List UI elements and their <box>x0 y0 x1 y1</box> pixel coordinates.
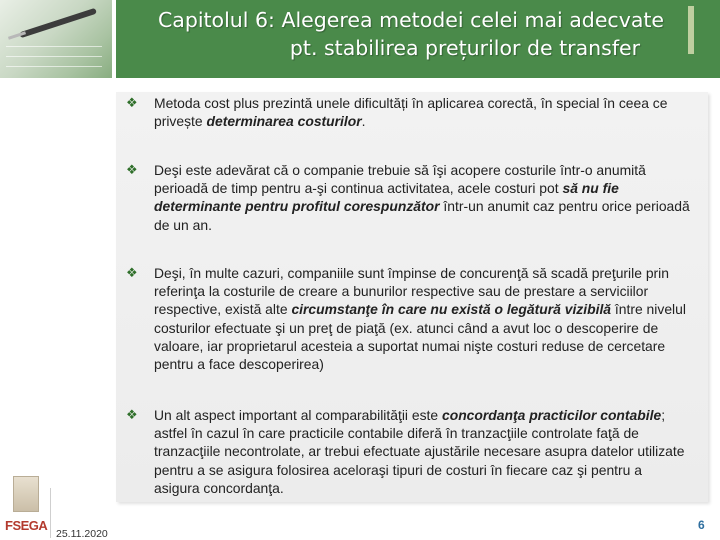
fsega-logo <box>5 476 47 534</box>
bullet-text-part: Metoda cost plus prezintă unele dificultăți în aplicarea corectă, în special în ceea ce privește <box>154 95 668 130</box>
bullet-text <box>126 161 691 234</box>
bullet-emphasis: să nu fie determinante pentru profitul corespunzător <box>154 180 619 215</box>
pen-icon <box>19 8 97 38</box>
footer-divider <box>50 488 51 538</box>
bullet-text-part: între nivelul costurilor efectuate şi un preţ de piaţă (ex. atunci când a avut loc o descoperire de valoare, iar proprietarul acesteia a suportat numai nişte costuri reduse de cercetare pentru a face descoperirea) <box>154 301 686 373</box>
header-bar <box>0 0 720 78</box>
bullet-item <box>126 94 691 130</box>
paper-line <box>6 46 102 47</box>
logo-emblem-icon <box>13 476 39 512</box>
bullet-text-part: Deşi, în multe cazuri, companiile sunt împinse de concurenţă să scadă preţurile prin referinţa la costurile de creare a bunurilor respective sau de prestare a serviciilor respective, există alte <box>154 265 669 318</box>
bullet-diamond-icon: ❖ <box>126 265 138 280</box>
bullet-text <box>126 94 691 130</box>
bullet-text-part: într-un anumit caz pentru orice perioadă de un an. <box>154 198 690 233</box>
bullet-text-part: ; astfel în cazul în care practicile contabile diferă în tranzacţiile controlate faţă de tranzacţiile necontrolate, ar trebui efectuate ajustările necesare asupra datelor utilizate pentru a se asigura folosirea aceloraşi tipuri de costuri în fiecare caz şi pentru a asigura concordanţa. <box>154 407 685 496</box>
bullet-item <box>126 161 691 234</box>
bullet-diamond-icon: ❖ <box>126 407 138 422</box>
bullet-text <box>126 264 691 373</box>
bullet-text-part: . <box>361 113 366 130</box>
title-line-1: Capitolul 6: Alegerea metodei celei mai adecvate <box>157 8 665 32</box>
slide-title <box>116 6 706 62</box>
header-pen-photo <box>0 0 112 78</box>
bullet-emphasis: determinarea costurilor <box>206 113 362 130</box>
title-line-2: pt. stabilirea prețurilor de transfer <box>289 36 641 60</box>
bullet-text-part: Deşi este adevărat că o companie trebuie să îşi acopere costurile într-o anumită perioadă de timp pentru a-şi continua activitatea, acele costuri pot <box>154 162 646 197</box>
bullet-text <box>126 406 691 497</box>
bullet-emphasis: circumstanţe în care nu există o legătură vizibilă <box>291 301 612 318</box>
bullet-item <box>126 406 691 497</box>
bullet-diamond-icon: ❖ <box>126 162 138 177</box>
bullet-item <box>126 264 691 373</box>
logo-text: FSEGA <box>5 518 48 533</box>
bullet-emphasis: concordanţa practicilor contabile <box>441 407 662 423</box>
paper-line <box>6 56 102 57</box>
bullet-diamond-icon: ❖ <box>126 95 138 110</box>
page-number: 6 <box>698 518 705 532</box>
paper-line <box>6 66 102 67</box>
bullet-text-part: Un alt aspect important al comparabilităţii este <box>154 407 442 423</box>
footer-date: 25.11.2020 <box>56 528 108 540</box>
